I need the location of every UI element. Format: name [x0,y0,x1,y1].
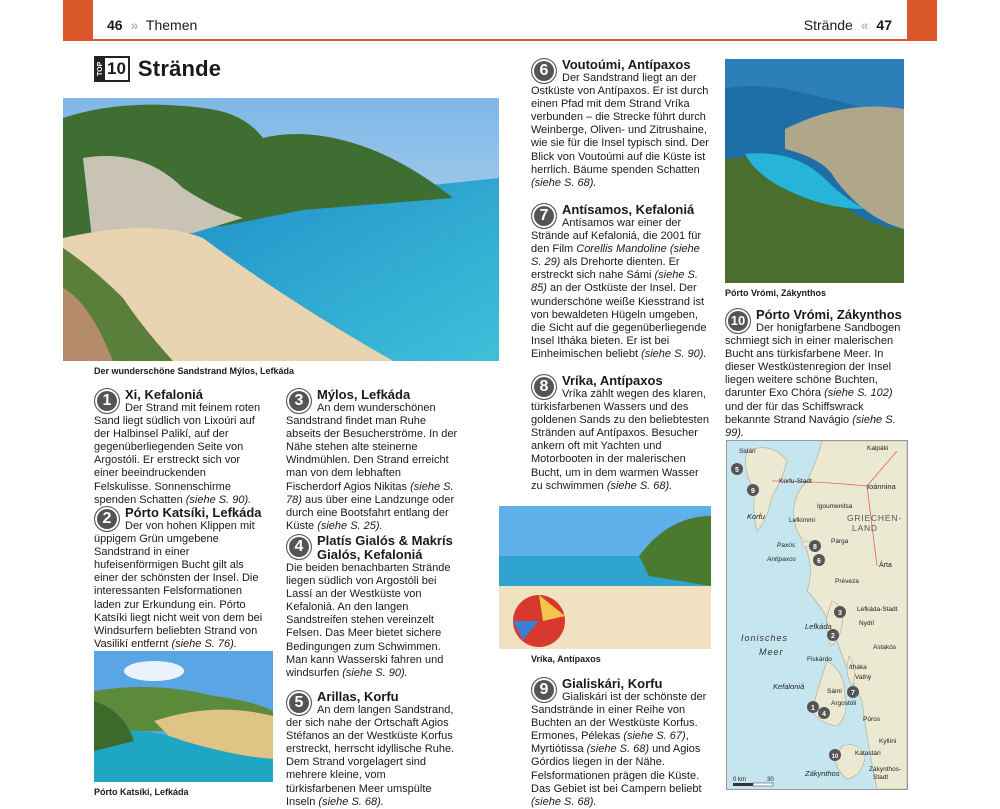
entry-4-title: Platís Gialós & Makrís Gialós, Kefaloniá [317,533,453,562]
map-label-meer: Meer [759,647,784,657]
page-heading: Strände [137,56,222,81]
entry-3-ref: (siehe S. 78) [286,480,454,506]
map-scale-30: 30 [767,777,774,783]
entry-3-text: An dem wunderschönen Sandstrand findet man Ruhe abseits der Besucherströme. In der Nähe stehen alte steinerne Windmühlen. Den Strand erreicht man von dem lebhaften Fischerdorf Agios Nikitas [286,402,458,493]
map-label-zakynthos: Zákynthos [805,769,840,778]
entry-7-text2: als Drehorte dienten. Er erstreckt sich nahe Sámi [531,256,680,282]
map-label-arta: Árta [879,562,892,569]
caption-vromi: Pórto Vrómi, Zákynthos [725,288,827,298]
map-label-lefkimmi: Lefkimmi [789,517,816,524]
entry-7-text: Antísamos war einer der Strände auf Kefaloniá, die 2001 für den Film [531,217,702,256]
map-label-sami: Sámi [827,688,842,695]
entry-1 [94,388,264,507]
map-label-kalpaki: Kalpáki [867,445,889,452]
map-marker-10-label: 10 [831,754,839,760]
right-arrow: « [860,17,869,33]
caption-katsiki: Pórto Katsíki, Lefkáda [94,787,189,797]
entry-4-text: Die beiden benachbarten Strände liegen südlich von Argostóli bei Lassí an der Westküste von Kefaloniá. An den langen Sandstreifen stehen vereinzelt Felsen. Das Meer bietet sichere Bedingungen zum Schwimmen. Man kann Wasserski fahren und windsurfen [286,562,451,679]
entry-7-ref: (siehe S. 29) [531,243,700,269]
map-label-igoumenitsa: Igoumenitsa [817,503,853,510]
photo-vrika [499,506,711,649]
entry-3-ref2: (siehe S. 25). [317,519,383,532]
entry-9-text: Gialiskári ist der schönste der Sandstrände in einer Reihe von Buchten an der Westküste Korfus. Ermones, Pélekas [531,691,707,743]
entry-7 [531,203,709,361]
entry-9-text2: , Myrtiótissa [531,730,689,756]
map-marker-3-label: 3 [838,610,842,617]
badge-8: 8 [531,374,557,400]
map-label-preveza: Préveza [835,578,859,585]
map-label-astakos: Astakós [873,644,897,651]
entry-10 [725,308,905,440]
entry-2-ref: (siehe S. 76). [171,637,237,650]
map-label-argostoli: Argostóli [831,700,857,707]
map-label-lefkada-stadt: Lefkáda-Stadt [857,606,898,613]
map-label-land: LAND [852,523,878,533]
page-title [94,56,221,82]
entry-1-title: Xi, Kefaloniá [125,387,204,402]
entry-1-text: Der Strand mit feinem roten Sand liegt südlich von Lixoúri auf der Halbinsel Palikí, auf der gegenüberliegenden Seite von Argostóli. Er erstreckt sich vor einer beeindruckenden Felskulisse. Sonnenschirme spenden Schatten [94,402,261,506]
left-section-name: Themen [145,17,198,33]
map-marker-5-label: 5 [735,467,739,474]
entry-10-text: Der honigfarbene Sandbogen schmiegt sich in einer malerischen Bucht ans türkisfarbene Meer. In dieser Westküstenregion der Insel liegen weitere schöne Buchten, darunter Exo Chóra [725,322,901,400]
entry-4 [286,534,458,680]
map-marker-1-label: 1 [811,705,815,712]
map-marker-2-label: 2 [831,633,835,640]
map-label-kyllini: Kyllíni [879,738,897,745]
entry-6-title: Voutoúmi, Antípaxos [562,57,691,72]
map-label-ithaka: Itháka [849,664,867,671]
photo-porto-katsiki [94,651,273,782]
map-label-ionisches: Ionisches [741,633,789,643]
entry-10-title: Pórto Vrómi, Zákynthos [756,307,902,322]
entry-1-ref: (siehe S. 90). [185,493,252,506]
entry-5-text: An dem langen Sandstrand, der sich nahe der Ortschaft Agios Stéfanos an der Westküste Korfus erstreckt, herrscht idyllische Ruhe. Dem Strand vorgelagert sind mehrere kleine, vom türkisfarbenen Meer umspülte Inseln [286,704,455,808]
photo-porto-vromi [725,59,904,283]
map-label-zakynthos-stadt: Zákynthos- [869,766,902,773]
right-page-number: 47 [876,17,892,33]
entry-4-ref: (siehe S. 90). [342,666,408,679]
map-mainland [794,441,907,789]
entry-10-ref2: (siehe S. 99). [725,413,896,439]
map-marker-7-label: 7 [851,690,855,697]
photo-mylos-beach [63,98,499,361]
page-tab-right [907,0,937,40]
entry-10-text2: und der für das Schiffswrack bekannte Strand Navágio [725,400,864,426]
badge-7: 7 [531,203,557,229]
badge-3: 3 [286,388,312,414]
page-tab-left [63,0,93,40]
entry-7-text3: an der Ostküste der Insel. Der wunderschöne weiße Kiesstrand ist von bewaldeten Hügeln umgeben, die Sicht auf die gegenüberliegende Insel Itháka bieten. Er ist bei Einheimischen beliebt [531,282,707,360]
entry-9-title: Gialiskári, Korfu [562,676,663,691]
left-arrow: » [130,17,139,33]
right-section-name: Strände [803,17,853,33]
entry-2-text: Der von hohen Klippen mit üppigem Grün umgebene Sandstrand in einer hufeisenförmigen Bucht gilt als einer der schönsten der Insel. Die interessanten Felsformationen laden zur Erkundung ein. Pórto Katsíki liegt nicht weit von dem bei Windsurfern beliebten Strand von Vasilikí entfernt [94,520,263,650]
top10-ten-label: 10 [107,59,126,78]
map-label-sidari: Sidári [739,448,756,455]
entry-5 [286,690,458,809]
entry-8 [531,374,709,493]
entry-10-ref: (siehe S. 102) [824,387,893,400]
map-label-lefkada: Lefkáda [805,622,832,631]
badge-10: 10 [725,308,751,334]
map-scale-0: 0 km [733,777,747,783]
map-marker-9-label: 9 [751,488,755,495]
entry-8-ref: (siehe S. 68). [606,479,673,492]
entry-6-text: Der Sandstrand liegt an der Ostküste von Antípaxos. Er ist durch einen Pfad mit dem Strand Vríka verbunden – die Strecke führt durch Weinberge, Oliven- und Zitrushaine, wie sie für die Insel typisch sind. Der Blick von Voutoúmi auf die Küste ist herrlich. Bäume spenden Schatten [531,72,709,176]
entry-9-ref3: (siehe S. 68). [531,795,597,808]
entry-7-film: Corellis Mandoline [576,243,667,256]
map-label-paxos: Paxós [777,542,796,549]
left-page-number: 46 [107,17,123,33]
map-scale-bar [733,777,774,786]
entry-8-text: Vríka zählt wegen des klaren, türkisfarbenen Wassers und des goldenen Sands zu den beliebtesten Stränden auf Antípaxos. Besucher ankern oft mit Yachten und Motorbooten in der malerischen Bucht, um in dem warmen Wasser zu schwimmen [531,388,709,492]
entry-7-ref2: (siehe S. 85) [531,269,698,295]
right-header [804,17,892,33]
badge-2: 2 [94,506,120,532]
map-label-griechen: GRIECHEN- [847,513,902,523]
entry-7-ref3: (siehe S. 90). [641,347,707,360]
entry-8-title: Vríka, Antípaxos [562,373,663,388]
map-label-fiskardo: Fiskárdo [807,656,832,663]
entry-7-title: Antísamos, Kefaloniá [562,202,695,217]
entry-9-ref2: (siehe S. 68) [586,743,649,756]
map-label-korfu-stadt: Korfu-Stadt [779,478,812,485]
entry-6 [531,58,709,190]
map-label-korfu: Korfu [747,512,765,521]
entry-3-title: Mýlos, Lefkáda [317,387,411,402]
badge-9: 9 [531,677,557,703]
entry-9-ref: (siehe S. 67) [623,730,686,743]
entry-6-ref: (siehe S. 68). [531,176,597,189]
entry-9-text3: und Agios Górdios liegen in der Nähe. Felsformationen prägen die Küste. Das Gebiet ist bei Campern beliebt [531,743,702,795]
map-marker-8-label: 8 [813,544,817,551]
entry-5-ref: (siehe S. 68). [318,795,384,808]
map-label-zakynthos-stadt-2: Stadt [873,774,889,781]
map-label-nydri: Nydrí [859,620,875,627]
map-label-poros: Póros [863,716,880,723]
map-label-kefalonia: Kefaloniá [773,682,805,691]
entry-3 [286,388,458,533]
header-rule [63,39,937,41]
entry-3-text2: aus über eine Landzunge oder durch eine Bootsfahrt entlang der Küste [286,493,455,532]
map-marker-6-label: 6 [817,558,821,565]
top10-top-label: TOP [96,58,105,80]
map-label-katastari: Katastári [855,750,881,757]
badge-5: 5 [286,690,312,716]
entry-9 [531,677,709,809]
caption-mylos: Der wunderschöne Sandstrand Mýlos, Lefkáda [94,366,295,376]
caption-vrika: Vríka, Antípaxos [531,654,601,664]
entry-2 [94,506,264,651]
badge-4: 4 [286,534,312,560]
badge-6: 6 [531,58,557,84]
entry-5-title: Arillas, Korfu [317,689,399,704]
map-marker-4-label: 4 [822,711,826,718]
top10-badge [94,56,130,82]
badge-1: 1 [94,388,120,414]
ionian-islands-map [726,440,908,790]
entry-2-title: Pórto Katsíki, Lefkáda [125,505,262,520]
map-label-parga: Párga [831,538,849,545]
map-label-ioannina: Ioánnina [867,482,896,491]
map-label-antipaxos: Antípaxos [767,556,796,563]
left-header [107,17,197,33]
map-label-vathy: Vathý [855,674,872,681]
